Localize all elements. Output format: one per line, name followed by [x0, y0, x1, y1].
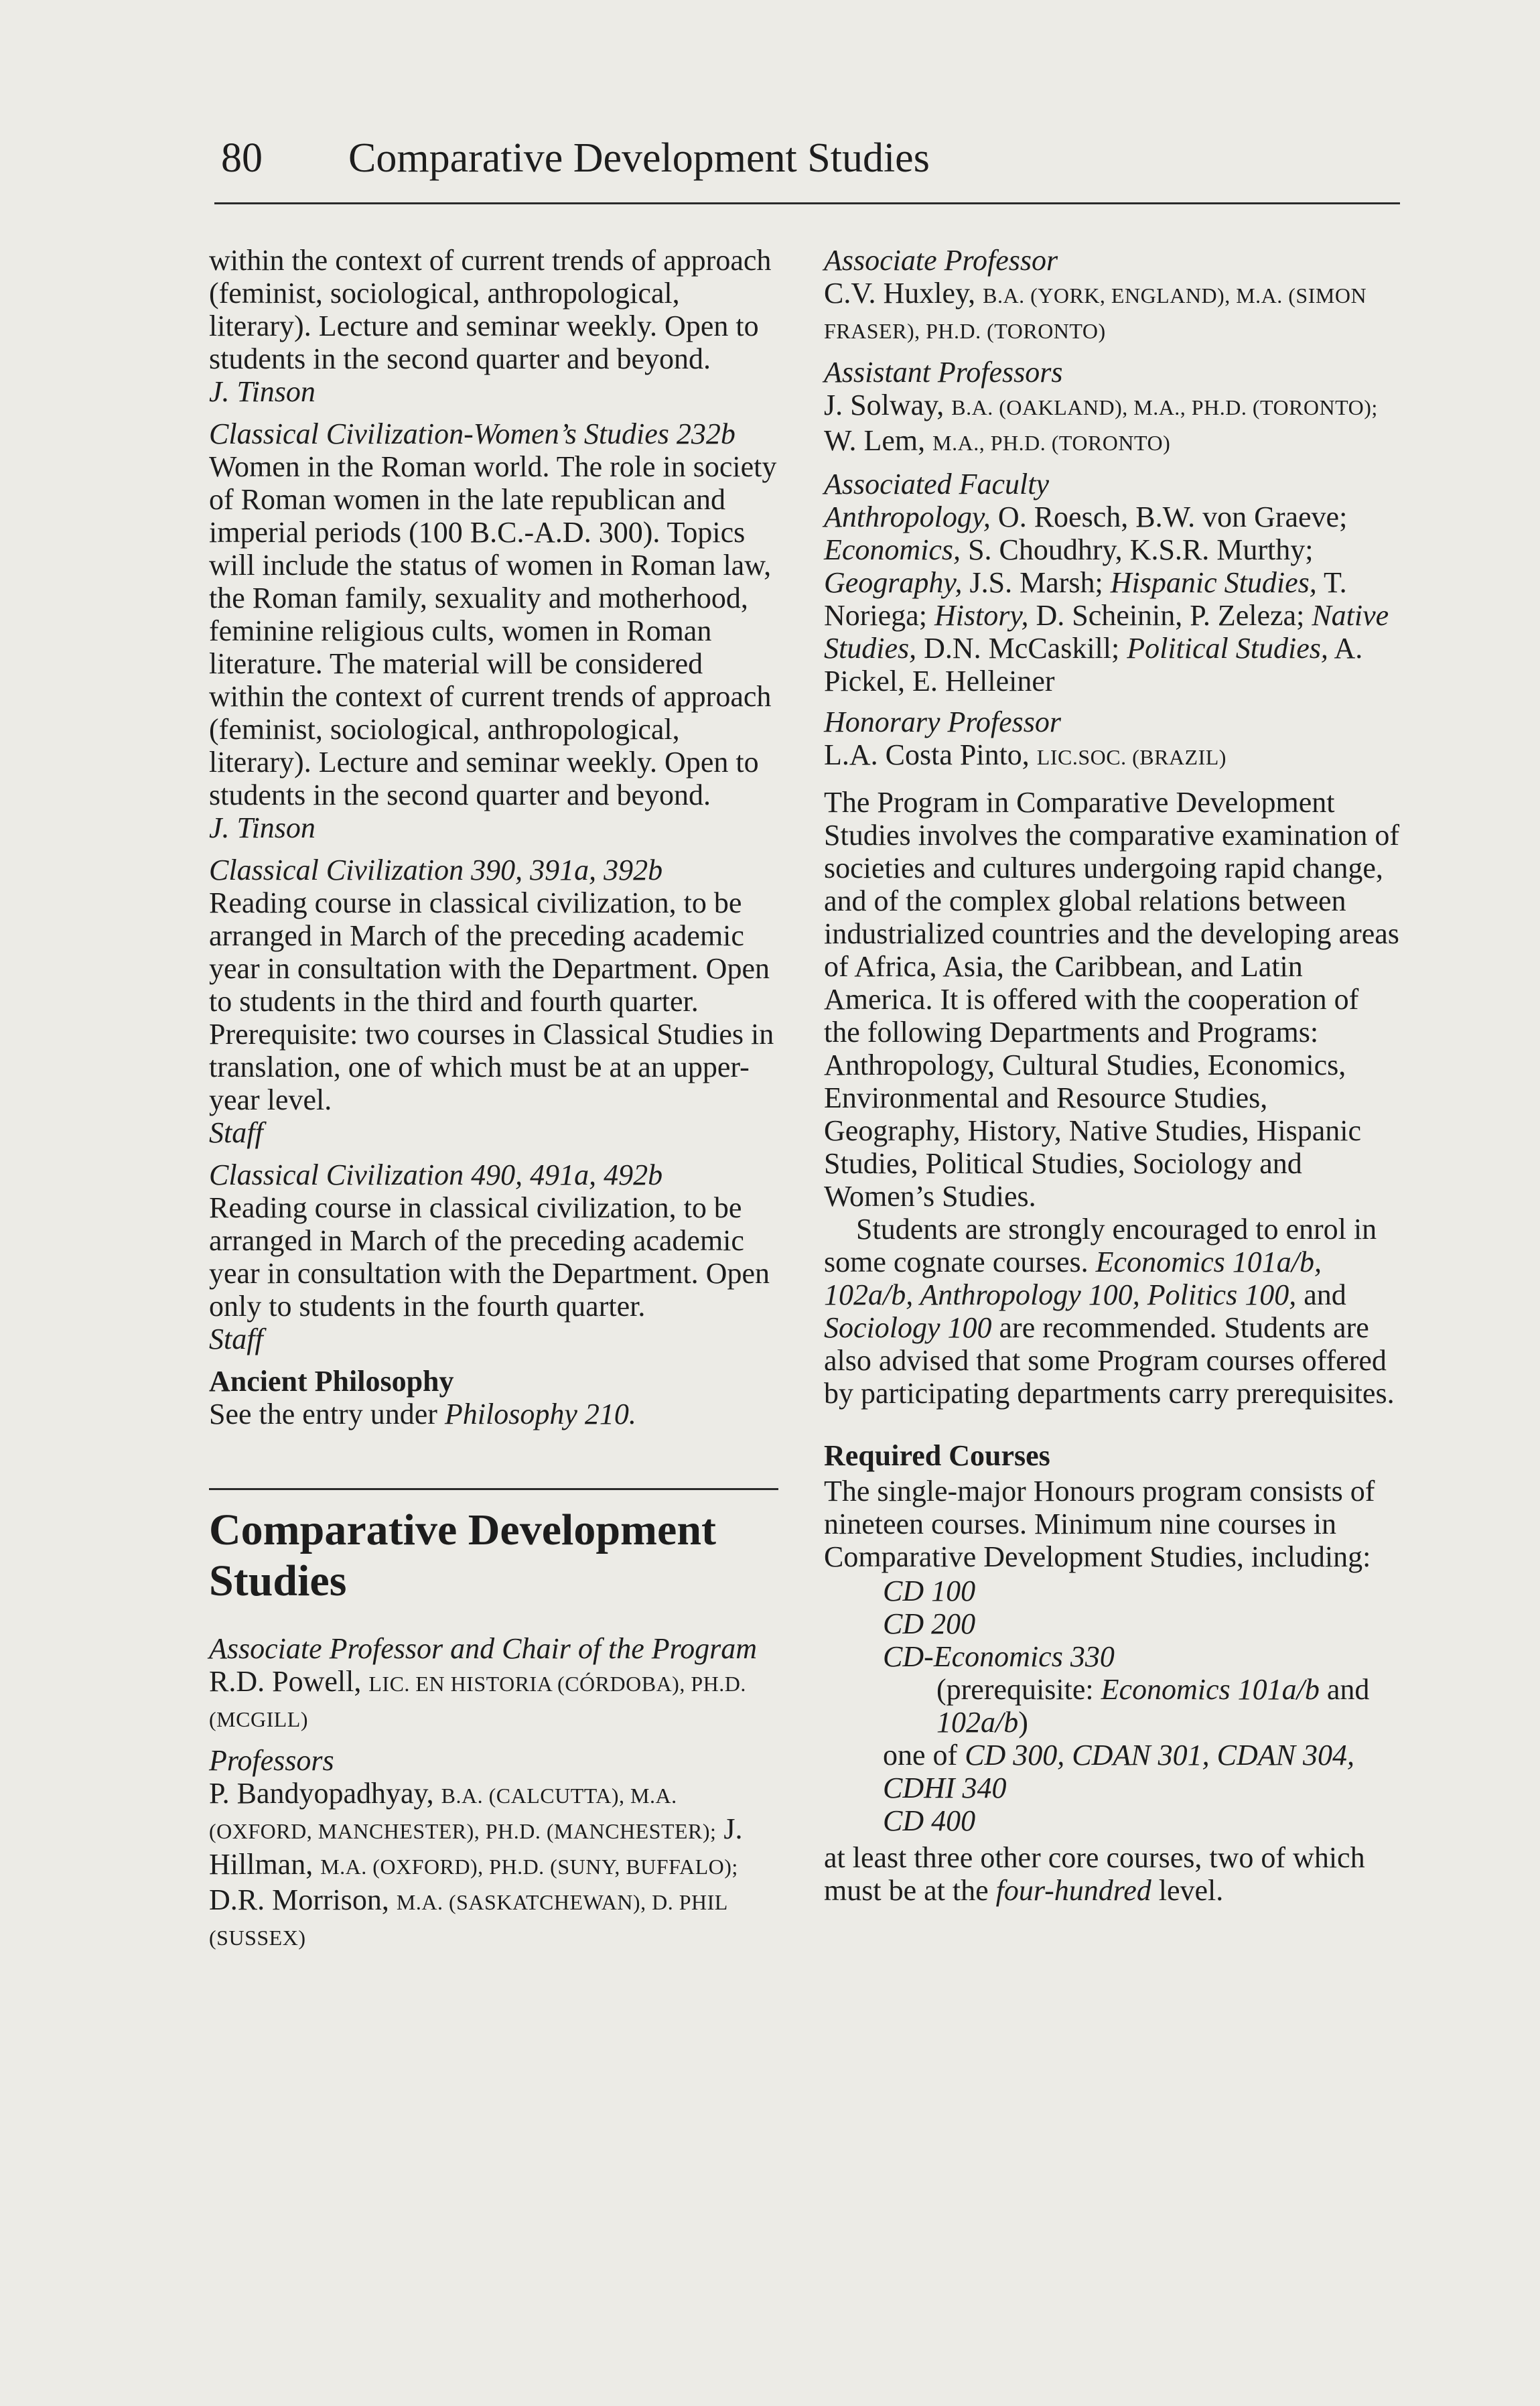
course-entry: [209, 854, 778, 1149]
section-rule: [209, 1488, 778, 1490]
required-course: CD-Economics 330: [883, 1640, 1115, 1673]
faculty-dept: History,: [934, 599, 1029, 632]
faculty-role: Honorary Professor: [824, 706, 1062, 738]
prereq-text: (prerequisite:: [936, 1673, 1101, 1706]
faculty-name: D. Scheinin, P. Zeleza;: [1036, 599, 1305, 632]
faculty-associate-professor: [824, 244, 1400, 348]
faculty-names: [824, 277, 1400, 348]
faculty-credentials: B.A. (CALCUTTA), M.A. (OXFORD, MANCHESTER), PH.D. (MANCHESTER);: [209, 1784, 717, 1843]
required-courses-heading: Required Courses: [824, 1439, 1050, 1472]
faculty-name: J. Hillman,: [209, 1812, 743, 1881]
faculty-name: P. Bandyopadhyay,: [209, 1777, 434, 1810]
continued-course: [209, 244, 778, 408]
required-course: CD 100: [883, 1575, 976, 1607]
course-references: Economics 101a/b, 102a/b, Anthropology 100, Politics 100,: [824, 1246, 1322, 1311]
faculty-credentials: M.A. (OXFORD), PH.D. (SUNY, BUFFALO);: [320, 1855, 738, 1879]
faculty-name: J.S. Marsh;: [969, 566, 1103, 599]
prereq-text: and: [1319, 1673, 1370, 1706]
faculty-role: Professors: [209, 1744, 334, 1777]
faculty-credentials: LIC. EN HISTORIA (CÓRDOBA), PH.D. (MCGILL): [209, 1672, 746, 1731]
faculty-dept: Economics,: [824, 533, 961, 566]
faculty-name: L.A. Costa Pinto,: [824, 738, 1030, 771]
left-column: [209, 244, 778, 1962]
faculty-credentials: B.A. (OAKLAND), M.A., PH.D. (TORONTO);: [951, 395, 1378, 419]
course-entry: [209, 1158, 778, 1355]
page-header: [221, 137, 1400, 179]
running-title: Comparative Development Studies: [348, 135, 930, 181]
paragraph-text: and: [1296, 1278, 1346, 1311]
course-instructor: J. Tinson: [209, 375, 316, 408]
faculty-name: T. Noriega;: [824, 566, 1347, 632]
required-course-list: [883, 1575, 1400, 1837]
faculty-name: J. Solway,: [824, 389, 944, 421]
note-emphasis: four-hundred: [995, 1874, 1151, 1907]
faculty-dept: Geography,: [824, 566, 963, 599]
course-prerequisite: [883, 1673, 1400, 1739]
faculty-professors: [209, 1744, 778, 1954]
course-description: Reading course in classical civilization, to be arranged in March of the preceding academic year in consultation with the Department. Open to students in the third and fourth quarter. Prerequisite: two courses in Classical Studies in translation, one of which must be at an upper-year level.: [209, 886, 774, 1116]
required-course: CD 200: [883, 1607, 976, 1640]
faculty-credentials: LIC.SOC. (BRAZIL): [1036, 745, 1227, 769]
faculty-name: D.R. Morrison,: [209, 1883, 389, 1916]
faculty-name: D.N. McCaskill;: [924, 632, 1120, 665]
course-description: Women in the Roman world. The role in society of Roman women in the late republican and imperial periods (100 B.C.-A.D. 300). Topics will include the status of women in Roman law, the Roman family, sexuality and motherhood, feminine religious cults, women in Roman literature. The material will be considered within the context of current trends of approach (feminist, sociological, anthropological, literary). Lecture and seminar weekly. Open to students in the second quarter and beyond.: [209, 450, 777, 811]
prereq-text: ): [1018, 1706, 1028, 1739]
required-courses-intro: The single-major Honours program consists of nineteen courses. Minimum nine courses in Comparative Development Studies, including:: [824, 1475, 1375, 1573]
faculty-names: [824, 389, 1400, 460]
faculty-names: [209, 1665, 778, 1736]
faculty-associated: [824, 468, 1400, 697]
faculty-role: Associated Faculty: [824, 468, 1050, 500]
faculty-names: [209, 1777, 778, 1954]
course-description: Reading course in classical civilization, to be arranged in March of the preceding academic year in consultation with the Department. Open only to students in the fourth quarter.: [209, 1191, 770, 1323]
core-courses-note: [824, 1841, 1400, 1907]
course-title: Classical Civilization-Women’s Studies 232b: [209, 417, 736, 450]
faculty-name: R.D. Powell,: [209, 1665, 362, 1698]
faculty-name: C.V. Huxley,: [824, 277, 976, 310]
faculty-role: Associate Professor and Chair of the Program: [209, 1632, 758, 1665]
choice-text: one of: [883, 1739, 965, 1772]
faculty-name: O. Roesch, B.W. von Graeve;: [997, 500, 1348, 533]
entry-heading: Ancient Philosophy: [209, 1365, 454, 1398]
course-instructor: Staff: [209, 1323, 263, 1355]
faculty-chair: [209, 1632, 778, 1736]
note-text: at least three other core courses, two of which must be at the: [824, 1841, 1365, 1907]
course-title: Classical Civilization 390, 391a, 392b: [209, 854, 663, 886]
choice-courses: CD 300, CDAN 301, CDAN 304, CDHI 340: [883, 1739, 1355, 1804]
page-number: 80: [221, 135, 263, 181]
prereq-course: Economics 101a/b: [1101, 1673, 1320, 1706]
required-course: CD 400: [883, 1804, 976, 1837]
cross-reference-text: See the entry under: [209, 1398, 445, 1430]
course-instructor: Staff: [209, 1116, 263, 1149]
faculty-dept: Anthropology,: [824, 500, 991, 533]
course-description: within the context of current trends of approach (feminist, sociological, anthropological, literary). Lecture and seminar weekly. Open to students in the second quarter and beyond.: [209, 244, 772, 375]
course-title: Classical Civilization 490, 491a, 492b: [209, 1158, 663, 1191]
ancient-philosophy-entry: [209, 1365, 778, 1430]
prereq-course: 102a/b: [936, 1706, 1019, 1739]
right-column: [824, 244, 1400, 1907]
faculty-dept: Native Studies,: [824, 599, 1389, 665]
course-reference: Sociology 100: [824, 1311, 992, 1344]
section-title: Comparative Development Studies: [209, 1506, 717, 1605]
faculty-names: [824, 738, 1400, 774]
paragraph-text: Students are strongly encouraged to enrol in some cognate courses.: [824, 1213, 1377, 1278]
faculty-credentials: B.A. (YORK, ENGLAND), M.A. (SIMON FRASER), PH.D. (TORONTO): [824, 283, 1367, 343]
faculty-dept: Political Studies,: [1127, 632, 1328, 665]
faculty-assistant-professors: [824, 356, 1400, 460]
faculty-name: S. Choudhry, K.S.R. Murthy;: [968, 533, 1314, 566]
faculty-name: A. Pickel, E. Helleiner: [824, 632, 1363, 697]
cross-reference-link: Philosophy 210.: [444, 1398, 636, 1430]
program-description: The Program in Comparative Development Studies involves the comparative examination of societies and cultures undergoing rapid change, and of the complex global relations between industrialized countries and the developing areas of Africa, Asia, the Caribbean, and Latin America. It is offered with the cooperation of the following Departments and Programs: Anthropology, Cultural Studies, Economics, Environmental and Resource Studies, Geography, History, Native Studies, Hispanic Studies, Political Studies, Sociology and Women’s Studies.: [824, 786, 1400, 1213]
faculty-credentials: M.A. (SASKATCHEWAN), D. PHIL (SUSSEX): [209, 1890, 727, 1950]
faculty-role: Associate Professor: [824, 244, 1058, 277]
cognate-courses-paragraph: [824, 1213, 1400, 1410]
required-course-choice: [883, 1739, 1400, 1804]
faculty-honorary: [824, 706, 1400, 774]
faculty-role: Assistant Professors: [824, 356, 1063, 389]
course-instructor: J. Tinson: [209, 811, 316, 844]
faculty-names: [824, 500, 1400, 697]
paragraph-text: are recommended. Students are also advised that some Program courses offered by participating departments carry prerequisites.: [824, 1311, 1395, 1410]
note-text: level.: [1151, 1874, 1224, 1907]
header-rule: [214, 202, 1400, 204]
faculty-name: W. Lem,: [824, 424, 926, 457]
course-entry: [209, 417, 778, 844]
faculty-credentials: M.A., PH.D. (TORONTO): [932, 431, 1171, 455]
faculty-dept: Hispanic Studies,: [1110, 566, 1317, 599]
